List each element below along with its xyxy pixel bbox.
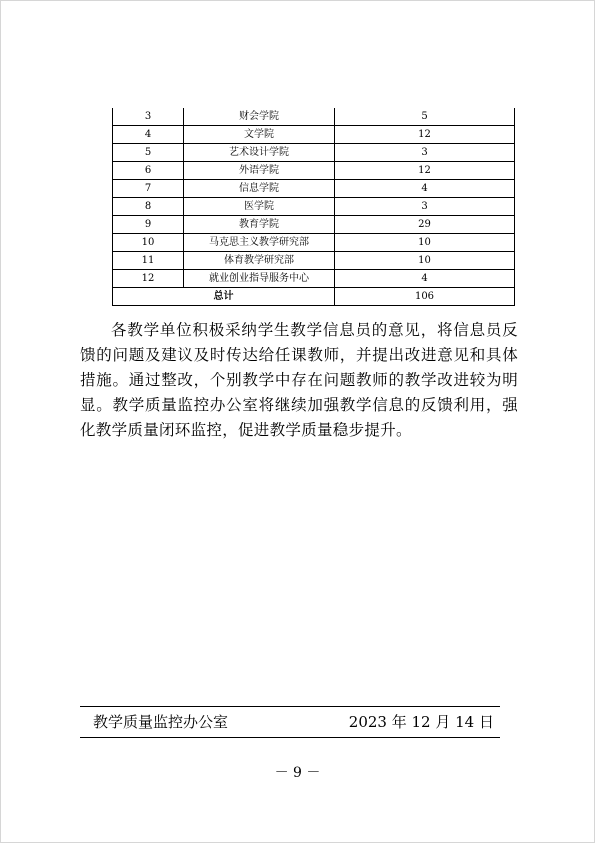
unit-name: 外语学院	[184, 162, 335, 180]
feedback-count: 5	[335, 108, 515, 126]
table-row	[113, 270, 515, 288]
table-row	[113, 108, 515, 126]
feedback-count: 3	[335, 144, 515, 162]
unit-name: 艺术设计学院	[184, 144, 335, 162]
table-total-row	[113, 288, 515, 306]
feedback-count: 12	[335, 162, 515, 180]
row-number: 10	[113, 234, 184, 252]
table-row	[113, 180, 515, 198]
row-number: 8	[113, 198, 184, 216]
feedback-count: 10	[335, 252, 515, 270]
row-number: 11	[113, 252, 184, 270]
row-number: 12	[113, 270, 184, 288]
unit-name: 财会学院	[184, 108, 335, 126]
unit-name: 就业创业指导服务中心	[184, 270, 335, 288]
total-label: 总计	[113, 288, 335, 306]
table-row	[113, 144, 515, 162]
issuing-office: 教学质量监控办公室	[93, 713, 229, 731]
issue-date: 2023 年 12 月 14 日	[348, 713, 494, 731]
total-count: 106	[335, 288, 515, 306]
feedback-count: 29	[335, 216, 515, 234]
summary-paragraph: 各教学单位积极采纳学生教学信息员的意见，将信息员反馈的问题及建议及时传达给任课教师，并提出改进意见和具体措施。通过整改，个别教学中存在问题教师的教学改进较为明显。教学质量监控办公室将继续加强教学信息的反馈利用，强化教学质量闭环监控，促进教学质量稳步提升。	[80, 321, 518, 439]
feedback-count: 12	[335, 126, 515, 144]
row-number: 5	[113, 144, 184, 162]
feedback-count: 4	[335, 180, 515, 198]
unit-name: 医学院	[184, 198, 335, 216]
table-row	[113, 126, 515, 144]
document-footer	[80, 706, 500, 738]
row-number: 7	[113, 180, 184, 198]
table-row	[113, 252, 515, 270]
unit-name: 马克思主义教学研究部	[184, 234, 335, 252]
row-number: 6	[113, 162, 184, 180]
table-row	[113, 162, 515, 180]
feedback-count: 4	[335, 270, 515, 288]
unit-name: 体育教学研究部	[184, 252, 335, 270]
row-number: 9	[113, 216, 184, 234]
feedback-count: 10	[335, 234, 515, 252]
row-number: 4	[113, 126, 184, 144]
table-row	[113, 234, 515, 252]
table-row	[113, 198, 515, 216]
unit-name: 信息学院	[184, 180, 335, 198]
table-row	[113, 216, 515, 234]
row-number: 3	[113, 108, 184, 126]
unit-name: 教育学院	[184, 216, 335, 234]
feedback-count: 3	[335, 198, 515, 216]
feedback-statistics-table	[112, 108, 515, 306]
page-number: － 9 －	[274, 765, 321, 781]
unit-name: 文学院	[184, 126, 335, 144]
